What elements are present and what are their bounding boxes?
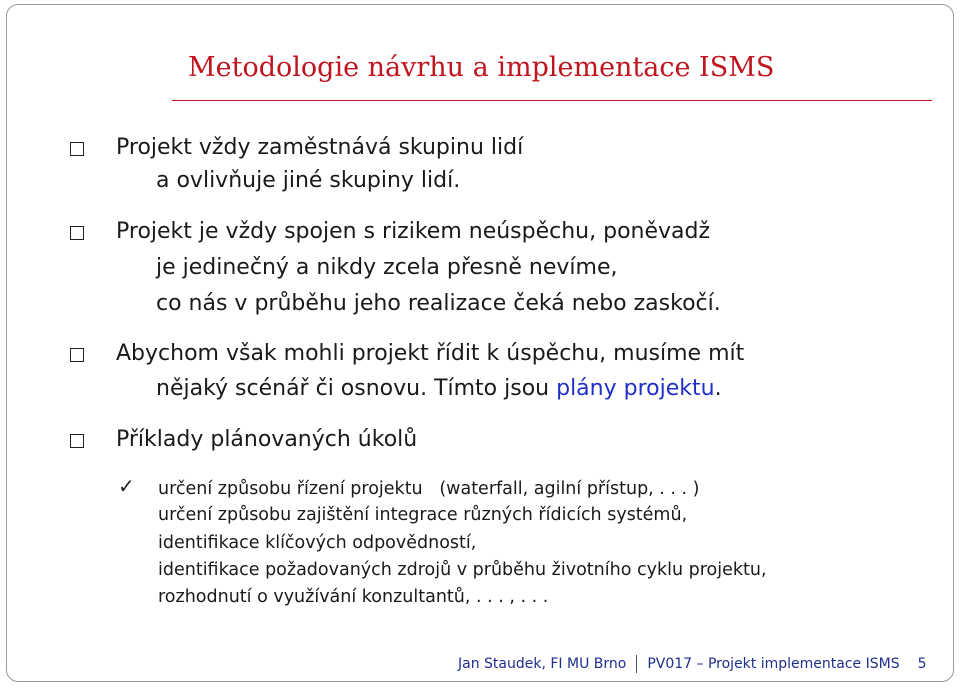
bullet-2-line-2: je jedinečný a nikdy zcela přesně nevíme, [156, 255, 618, 280]
bullet-1-line-1: Projekt vždy zaměstnává skupinu lidí [116, 135, 524, 160]
footer-separator [636, 655, 637, 673]
bullet-3-period: . [714, 376, 722, 401]
checkmark-icon: ✓ [118, 474, 135, 498]
bullet-2-line-1: Projekt je vždy spojen s rizikem neúspěchu, poněvadž [116, 219, 711, 244]
bullet-1-line-2: a ovlivňuje jiné skupiny lidí. [156, 168, 461, 193]
example-3: identifikace klíčových odpovědností, [158, 533, 477, 553]
checkbox-icon [70, 434, 84, 448]
page-number: 5 [917, 656, 927, 672]
projekt-plan-link[interactable]: plány projektu [556, 376, 715, 401]
example-5: rozhodnutí o využívání konzultantů, . . . , . . . [158, 587, 549, 607]
title-divider [172, 100, 932, 101]
slide-title: Metodologie návrhu a implementace ISMS [188, 52, 775, 83]
bullet-2-line-3: co nás v průběhu jeho realizace čeká nebo zaskočí. [156, 291, 721, 316]
footer-course: PV017 – Projekt implementace ISMS [647, 656, 900, 672]
bullet-3-line-1: Abychom však mohli projekt řídit k úspěchu, musíme mít [116, 341, 745, 366]
checkbox-icon [70, 142, 84, 156]
footer-author: Jan Staudek, FI MU Brno [458, 656, 627, 672]
example-2: určení způsobu zajištění integrace různých řídicích systémů, [158, 505, 688, 525]
checkbox-icon [70, 226, 84, 240]
bullet-3-text: nějaký scénář či osnovu. Tímto jsou [156, 376, 557, 401]
bullet-3-line-2 [156, 373, 722, 405]
example-4: identifikace požadovaných zdrojů v průběhu životního cyklu projektu, [158, 560, 767, 580]
footer [458, 655, 927, 673]
checkbox-icon [70, 348, 84, 362]
bullet-4-line-1: Příklady plánovaných úkolů [116, 427, 418, 452]
example-1: určení způsobu řízení projektu (waterfall, agilní přístup, . . . ) [158, 479, 700, 499]
